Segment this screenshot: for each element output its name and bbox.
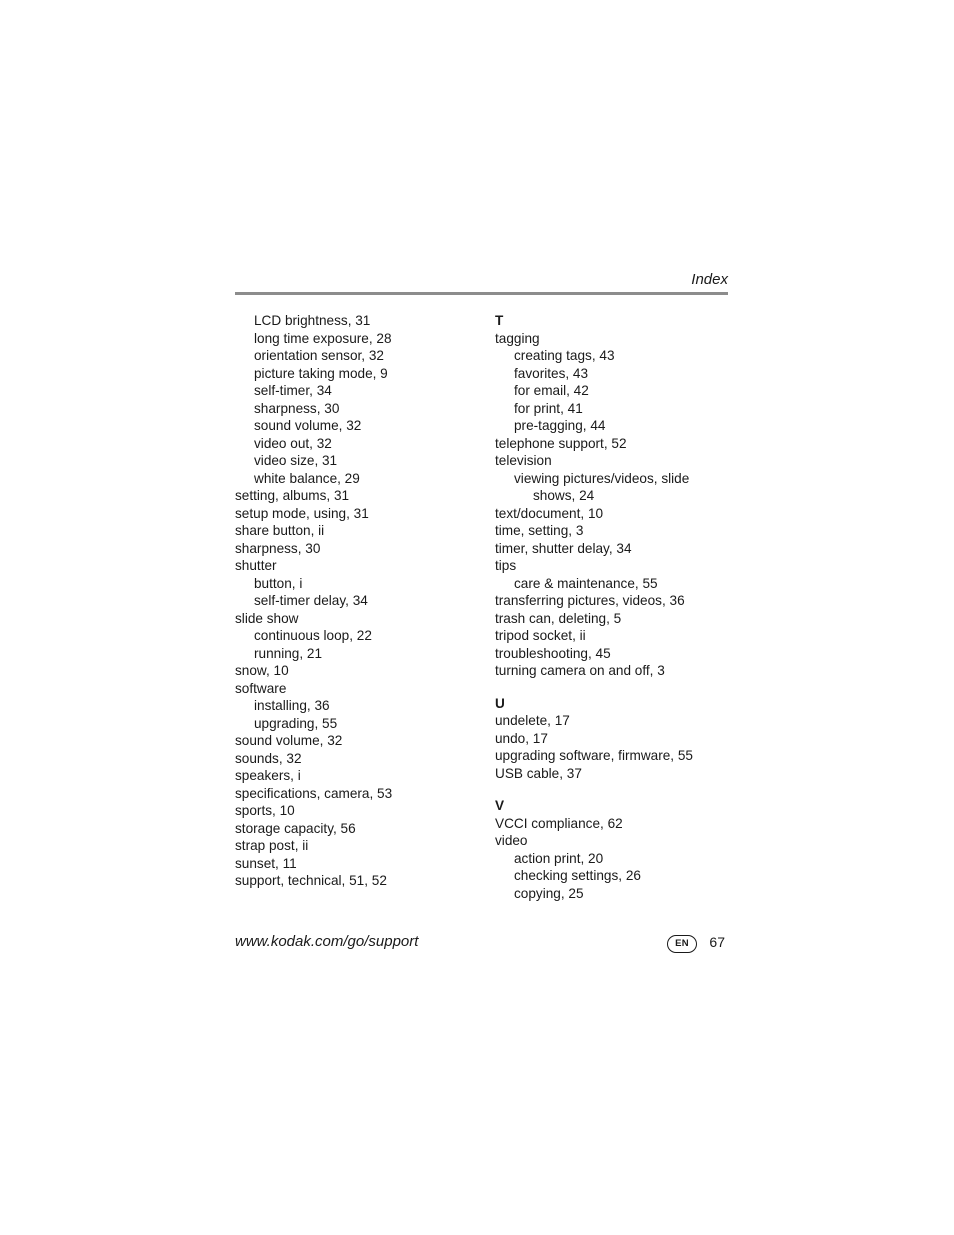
index-entry: snow, 10	[235, 663, 289, 678]
index-entry: turning camera on and off, 3	[495, 663, 665, 678]
index-subentry: favorites, 43	[514, 365, 589, 381]
index-entry: television	[495, 453, 552, 468]
support-url: www.kodak.com/go/support	[235, 933, 419, 950]
index-subentry: care & maintenance, 55	[514, 575, 658, 591]
index-entry: sports, 10	[235, 803, 295, 818]
index-entry: setup mode, using, 31	[235, 505, 369, 521]
index-subentry: for email, 42	[514, 383, 589, 398]
page-number: 67	[709, 934, 725, 950]
header-rule	[235, 292, 728, 295]
index-entry: slide show	[235, 610, 299, 626]
index-subentry: button, i	[254, 575, 303, 591]
section-spacer	[495, 782, 735, 797]
index-subentry: picture taking mode, 9	[254, 365, 388, 381]
index-entry: software	[235, 680, 287, 696]
index-subentry: creating tags, 43	[514, 348, 615, 363]
index-subentry: installing, 36	[254, 698, 330, 713]
index-entry: telephone support, 52	[495, 435, 627, 451]
index-section-letter: T	[495, 313, 504, 328]
index-subentry: sharpness, 30	[254, 400, 340, 416]
index-entry: trash can, deleting, 5	[495, 610, 622, 626]
index-section-letter: V	[495, 798, 505, 813]
index-subentry: upgrading, 55	[254, 715, 338, 731]
index-subentry: shows, 24	[533, 488, 595, 503]
index-entry: tripod socket, ii	[495, 628, 586, 643]
index-subentry: LCD brightness, 31	[254, 313, 371, 328]
index-entry: undelete, 17	[495, 713, 570, 728]
index-subentry: orientation sensor, 32	[254, 348, 384, 363]
index-column-right	[495, 312, 735, 902]
index-subentry: self-timer delay, 34	[254, 593, 368, 608]
index-entry: sharpness, 30	[235, 540, 321, 556]
index-subentry: video out, 32	[254, 435, 332, 451]
index-entry: sunset, 11	[235, 855, 297, 871]
index-entry: strap post, ii	[235, 838, 309, 853]
index-subentry: checking settings, 26	[514, 868, 641, 883]
index-entry: sound volume, 32	[235, 733, 343, 748]
index-subentry: video size, 31	[254, 453, 338, 468]
index-subentry: long time exposure, 28	[254, 330, 392, 346]
index-entry: VCCI compliance, 62	[495, 815, 623, 831]
index-subentry: self-timer, 34	[254, 383, 332, 398]
index-entry: troubleshooting, 45	[495, 645, 611, 661]
index-entry: sounds, 32	[235, 750, 302, 766]
index-entry: support, technical, 51, 52	[235, 873, 387, 888]
index-subentry: sound volume, 32	[254, 418, 362, 433]
running-header-title: Index	[691, 271, 728, 288]
index-entry: undo, 17	[495, 730, 548, 746]
index-subentry: action print, 20	[514, 850, 604, 866]
index-entry: specifications, camera, 53	[235, 785, 393, 801]
index-entry: timer, shutter delay, 34	[495, 540, 632, 556]
index-subentry: running, 21	[254, 645, 323, 661]
index-entry: USB cable, 37	[495, 765, 582, 781]
index-subentry: copying, 25	[514, 885, 584, 901]
index-entry: shutter	[235, 558, 277, 573]
index-entry: text/document, 10	[495, 505, 604, 521]
index-entry: time, setting, 3	[495, 523, 584, 538]
index-column-left	[235, 312, 485, 890]
index-subentry: pre-tagging, 44	[514, 418, 606, 433]
index-section-letter: U	[495, 695, 505, 711]
section-spacer	[495, 680, 735, 695]
index-entry: share button, ii	[235, 523, 325, 538]
index-entry: storage capacity, 56	[235, 820, 356, 836]
index-subentry: for print, 41	[514, 400, 583, 416]
language-badge: EN	[667, 935, 697, 953]
index-entry: setting, albums, 31	[235, 488, 350, 503]
index-subentry: viewing pictures/videos, slide	[514, 470, 690, 486]
index-subentry: white balance, 29	[254, 470, 360, 486]
index-subentry: continuous loop, 22	[254, 628, 372, 643]
index-entry: transferring pictures, videos, 36	[495, 593, 685, 608]
index-entry: upgrading software, firmware, 55	[495, 748, 693, 763]
index-entry: speakers, i	[235, 768, 301, 783]
index-entry: tagging	[495, 330, 540, 346]
index-entry: video	[495, 833, 528, 848]
index-entry: tips	[495, 558, 517, 573]
